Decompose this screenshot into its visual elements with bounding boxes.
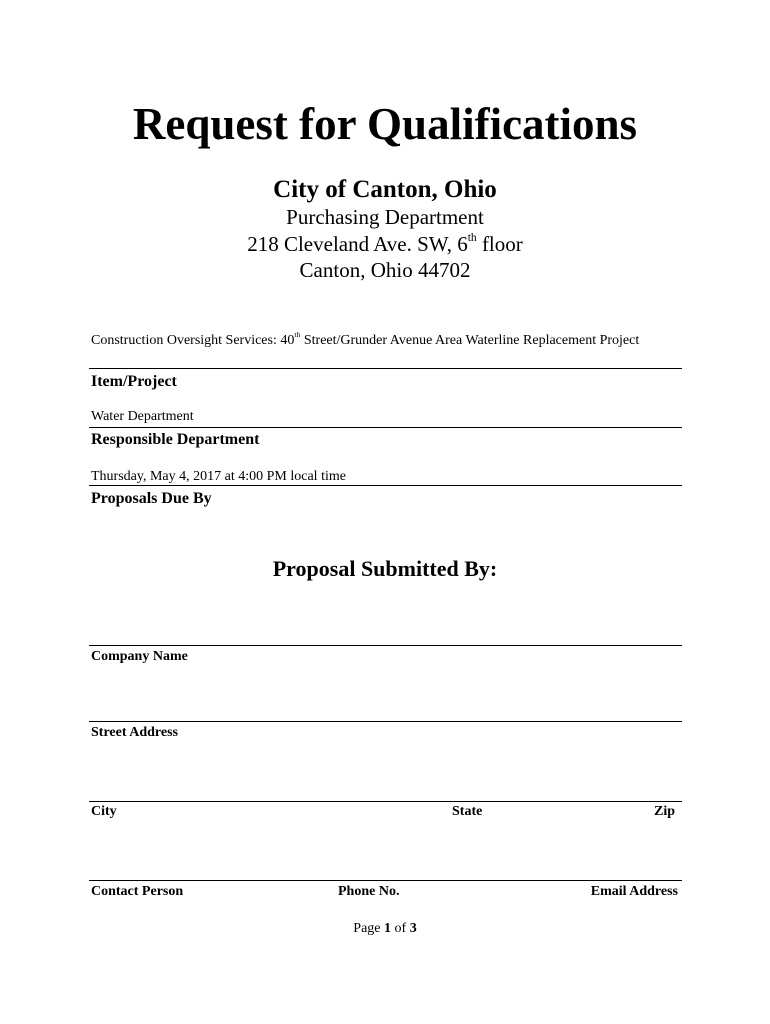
responsible-department-value: Water Department (91, 409, 194, 424)
proposal-submitted-heading: Proposal Submitted By: (272, 556, 498, 581)
street-address-label: Street Address (91, 725, 178, 740)
department-name: Purchasing Department (286, 205, 484, 229)
item-project-rule (89, 368, 682, 369)
street-address-field[interactable] (89, 721, 682, 722)
page-word: Page (353, 921, 381, 936)
company-name-label: Company Name (91, 649, 188, 664)
item-project-value-prefix: Construction Oversight Services: 40 (91, 333, 295, 348)
state-label: State (452, 804, 483, 819)
total-pages-number: 3 (409, 921, 417, 936)
street-address-suffix: floor (476, 232, 523, 256)
proposals-due-rule (89, 485, 682, 486)
street-address-prefix: 218 Cleveland Ave. SW, 6 (247, 232, 468, 256)
contact-person-label: Contact Person (91, 884, 184, 899)
document-title: Request for Qualifications (132, 99, 638, 149)
city-state-zip-line: Canton, Ohio 44702 (299, 258, 471, 282)
email-address-label: Email Address (590, 884, 678, 899)
item-project-value-suffix: Street/Grunder Avenue Area Waterline Replacement Project (300, 333, 640, 348)
city-label: City (91, 804, 117, 819)
responsible-department-rule (89, 427, 682, 428)
proposals-due-value: Thursday, May 4, 2017 at 4:00 PM local time (91, 469, 346, 484)
zip-label: Zip (653, 804, 675, 819)
street-address-line (0, 231, 770, 257)
of-word: of (394, 921, 407, 936)
contact-info-field[interactable] (89, 880, 682, 881)
item-project-value (91, 332, 676, 349)
item-project-label: Item/Project (91, 373, 177, 390)
proposals-due-label: Proposals Due By (91, 490, 212, 507)
city-state-zip-field[interactable] (89, 801, 682, 802)
item-project-value-sup: th (294, 330, 301, 340)
current-page-number: 1 (384, 921, 392, 936)
responsible-department-label: Responsible Department (91, 431, 260, 448)
company-name-field[interactable] (89, 645, 682, 646)
street-address-sup: th (467, 232, 477, 245)
page-number-footer (0, 920, 770, 938)
phone-number-label: Phone No. (338, 884, 400, 899)
organization-name: City of Canton, Ohio (273, 176, 497, 203)
